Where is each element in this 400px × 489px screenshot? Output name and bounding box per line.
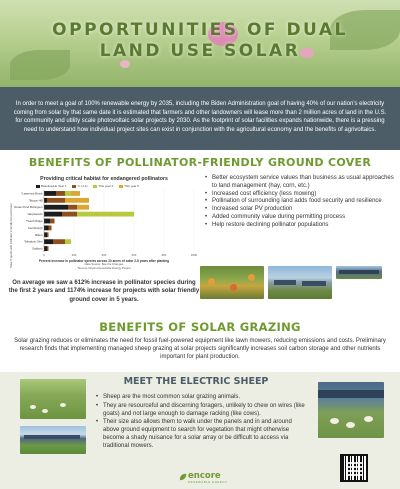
chart-bar-segment	[47, 232, 49, 237]
chart-bar-segment	[47, 198, 65, 203]
wildflower-photo	[200, 266, 264, 299]
chart-plot	[8, 176, 200, 260]
solar-meadow-photo	[268, 266, 332, 299]
list-item: • Added community value during permitting process	[205, 214, 395, 222]
chart-bar-segment	[44, 239, 53, 244]
chart-title: Providing critical habitat for endangered pollinators	[40, 176, 168, 182]
solar-panel-shape	[339, 270, 379, 274]
chart-bar-segment	[71, 191, 80, 196]
pollinator-stat: On average we saw a 612% increase in pollinator species during the first 2 years and 1174% increase for projects with solar friendly ground cover in 5 years.	[8, 280, 200, 303]
chart-category-label: *Bogue Hill	[28, 198, 43, 203]
chart-category-label: Ferrisburgh	[28, 225, 43, 230]
qr-code-icon[interactable]	[340, 454, 368, 482]
legend-label: Baseline/Ho Year 1	[41, 184, 67, 188]
chart-caption: Percent increase in pollinator species across 10 acres of solar 2-5 years after planting	[38, 259, 170, 263]
list-item: • Increased solar PV production	[205, 206, 395, 214]
chart-bar-segment	[77, 212, 134, 217]
list-item: • Increased cost efficiency (less mowing)	[205, 191, 395, 199]
chart-bar-segment	[62, 212, 77, 217]
solar-panel-shape	[302, 281, 326, 286]
flower-decoration	[248, 274, 255, 281]
solar-panel-shape	[24, 435, 80, 439]
list-item: • Pollination of surrounding land adds food security and resilience	[205, 198, 395, 206]
chart-bar-segment	[44, 198, 47, 203]
electric-sheep-list	[96, 393, 306, 451]
chart-source-line: Data Source: Bee the Changes	[84, 262, 124, 266]
chart-bar-segment	[50, 219, 55, 224]
logo-word: encore	[188, 471, 221, 481]
chart-category-label: Route Pond Burlington	[14, 205, 43, 210]
chart-x-tick-label: 400	[101, 253, 107, 257]
chart-bar-segment	[44, 225, 49, 230]
flower-decoration	[208, 278, 215, 285]
chart-bar-segment	[47, 246, 49, 251]
chart-bar-segment	[49, 225, 52, 230]
chart-bar-segment	[44, 205, 68, 210]
list-item: • Help restore declining pollinator populations	[205, 222, 395, 230]
chart-x-tick-label: 1000	[190, 253, 198, 257]
page-title-line2: LAND USE SOLAR	[99, 41, 301, 61]
flower-decoration	[230, 284, 237, 291]
chart-bar-segment	[56, 191, 65, 196]
intro-band	[0, 87, 400, 150]
sheep-under-panels-photo	[318, 382, 384, 438]
solar-panel-shape	[274, 280, 296, 285]
chart-source	[8, 263, 200, 270]
solar-grazing-text: Solar grazing reduces or eliminates the need for fossil fuel-powered equipment like lawn mowers, reducing emissions and costs. Preliminary research finds that implementing managed sheep grazing at solar projects significantly increases soil carbon storage and other nutrients important for plant production.	[14, 338, 386, 360]
solar-panel-shape	[318, 390, 384, 398]
list-item: • Their size also allows them to walk under the panels and in and around above ground equipment to search for vegetation that might otherwise become a shady nuisance for a solar array or be difficult to access via traditional mowers.	[96, 418, 306, 450]
chart-bar-segment	[68, 205, 77, 210]
chart-bar-segment	[44, 246, 47, 251]
leaf-logo-icon	[179, 473, 187, 481]
pollinator-benefits-list	[205, 175, 395, 230]
sheep-shape	[30, 405, 36, 409]
chart-x-tick-label: 0	[43, 253, 45, 257]
logo-subtitle: RENEWABLE ENERGY	[188, 480, 228, 484]
solar-array-photo	[336, 266, 382, 279]
encore-logo	[179, 471, 229, 485]
legend-label: This year 4	[98, 184, 114, 188]
chart-source-line: *Encore Vinyan Renewable Energy Project	[77, 265, 131, 270]
legend-label: Yr (1-1)	[77, 184, 88, 188]
legend-label: This year 5	[124, 184, 139, 188]
chart-x-tick-label: 800	[161, 253, 167, 257]
page-title-line1: OPPORTUNITIES OF DUAL	[52, 20, 348, 40]
chart-bar-segment	[65, 198, 89, 203]
sheep-shape	[330, 418, 339, 424]
electric-sheep-title: MEET THE ELECTRIC SHEEP	[123, 376, 269, 387]
chart-x-tick-label: 600	[131, 253, 137, 257]
chart-y-axis-title: Solar Projects with Pollinator-Friendly Ground Cover	[9, 203, 13, 268]
sheep-shape	[60, 403, 66, 407]
list-item: • Sheep are the most common solar grazing animals.	[96, 393, 306, 401]
chart-category-label: Sudbury	[32, 246, 43, 251]
chart-bar-segment	[77, 205, 89, 210]
solar-grazing-section-title: BENEFITS OF SOLAR GRAZING	[99, 320, 301, 334]
chart-bar-segment	[65, 239, 71, 244]
chart-category-label: Harpswords	[27, 212, 43, 217]
chart-bar-segment	[44, 212, 62, 217]
intro-text: In order to meet a goal of 100% renewable energy by 2035, including the Biden Administration goal of having 40% of our nation's electricity coming from solar by that same date it is estimated that farmers and other landowners will lease more than 2 million acres of land in the U.S. for community and utility scale photovoltaic solar projects by 2030. As the footprint of solar facilities expands nationwide, there is a pressing need to understand how individual project sites can exist in conjunction with the agricultural economy and the benefits of agrivoltaics.	[13, 101, 387, 133]
chart-category-label: Milton	[35, 232, 43, 237]
chart-bar-segment	[44, 219, 50, 224]
list-item: • Better ecosystem service values than business as usual approaches to land management (hay, corn, etc.)	[205, 175, 395, 191]
sheep-solar-photo	[20, 426, 86, 454]
chart-x-tick-label: 200	[71, 253, 77, 257]
chart-bar-segment	[65, 191, 71, 196]
chart-category-label: *Meadow Glen	[24, 239, 43, 244]
sheep-shape	[364, 416, 373, 422]
list-item: • They are resourceful and discerning foragers, unlikely to chew on wires (like goats) and not large enough to damage racking (like cows).	[96, 402, 306, 418]
page-title	[0, 20, 400, 62]
pollinator-chart	[8, 176, 200, 276]
chart-category-label: *South Ridge	[26, 219, 43, 223]
chart-bar-segment	[44, 232, 47, 237]
pollinator-section-title: BENEFITS OF POLLINATOR-FRIENDLY GROUND COVER	[28, 156, 372, 169]
hero-banner	[0, 0, 400, 87]
chart-bar-segment	[44, 191, 56, 196]
sheep-shape	[42, 409, 48, 413]
sheep-shape	[346, 422, 355, 428]
chart-bar-segment	[53, 239, 65, 244]
chart-category-label: *Lawrence Brook	[21, 191, 43, 196]
